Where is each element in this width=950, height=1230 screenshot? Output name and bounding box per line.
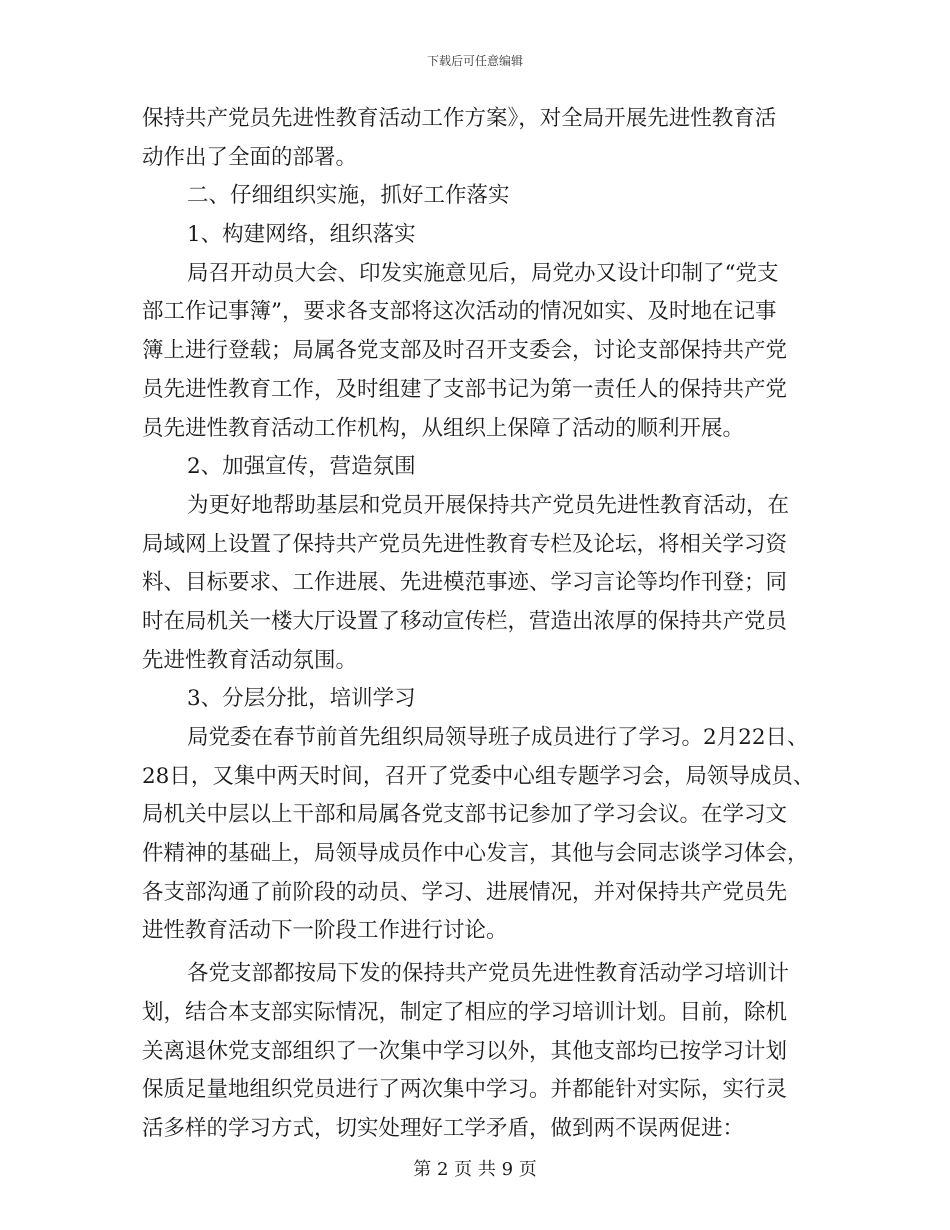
body-line: 保持共产党员先进性教育活动工作方案》，对全局开展先进性教育活 bbox=[142, 106, 777, 131]
body-line: 划，结合本支部实际情况，制定了相应的学习培训计划。目前，除机 bbox=[142, 999, 788, 1025]
page-number: 第 2 页 共 9 页 bbox=[413, 1159, 537, 1180]
body-line: 簿上进行登载；局属各党支部及时召开支委会，讨论支部保持共产党 bbox=[142, 338, 788, 364]
body-line: 28日，又集中两天时间，召开了党委中心组专题学习会，局领导成员、 bbox=[142, 763, 815, 789]
subsection-heading: 2、加强宣传，营造氛围 bbox=[187, 454, 416, 480]
body-line: 部工作记事簿”，要求各支部将这次活动的情况如实、及时地在记事 bbox=[142, 299, 777, 325]
body-line: 各党支部都按局下发的保持共产党员先进性教育活动学习培训计 bbox=[187, 961, 790, 987]
body-line: 员先进性教育活动工作机构，从组织上保障了活动的顺利开展。 bbox=[142, 415, 745, 441]
body-line: 局召开动员大会、印发实施意见后，局党办又设计印制了“党支 bbox=[187, 260, 779, 286]
body-line: 件精神的基础上，局领导成员作中心发言，其他与会同志谈学习体会， bbox=[142, 841, 809, 867]
body-line: 员先进性教育工作，及时组建了支部书记为第一责任人的保持共产党 bbox=[142, 376, 788, 402]
body-line: 局机关中层以上干部和局属各党支部书记参加了学习会议。在学习文 bbox=[142, 802, 788, 828]
body-line: 局党委在春节前首先组织局领导班子成员进行了学习。2月22日、 bbox=[187, 725, 809, 750]
body-line: 活多样的学习方式，切实处理好工学矛盾，做到两不误两促进： bbox=[142, 1115, 745, 1141]
body-line: 为更好地帮助基层和党员开展保持共产党员先进性教育活动，在 bbox=[187, 492, 790, 518]
section-heading: 二、仔细组织实施，抓好工作落实 bbox=[187, 183, 510, 209]
body-line: 各支部沟通了前阶段的动员、学习、进展情况，并对保持共产党员先 bbox=[142, 879, 788, 905]
document-body bbox=[142, 100, 822, 1149]
body-line: 先进性教育活动氛围。 bbox=[142, 647, 358, 673]
body-line: 关离退休党支部组织了一次集中学习以外，其他支部均已按学习计划 bbox=[142, 1038, 788, 1064]
subsection-heading: 1、构建网络，组织落实 bbox=[187, 222, 416, 248]
body-line: 动作出了全面的部署。 bbox=[142, 144, 358, 170]
body-line: 进性教育活动下一阶段工作进行讨论。 bbox=[142, 918, 508, 944]
body-line: 料、目标要求、工作进展、先进模范事迹、学习言论等均作刊登；同 bbox=[142, 570, 788, 596]
page-header-note: 下载后可任意编辑 bbox=[426, 54, 523, 68]
subsection-heading: 3、分层分批，培训学习 bbox=[187, 686, 416, 712]
body-line: 局域网上设置了保持共产党员先进性教育专栏及论坛，将相关学习资 bbox=[142, 531, 788, 557]
body-line: 时在局机关一楼大厅设置了移动宣传栏，营造出浓厚的保持共产党员 bbox=[142, 608, 788, 634]
body-line: 保质足量地组织党员进行了两次集中学习。并都能针对实际，实行灵 bbox=[142, 1077, 788, 1103]
